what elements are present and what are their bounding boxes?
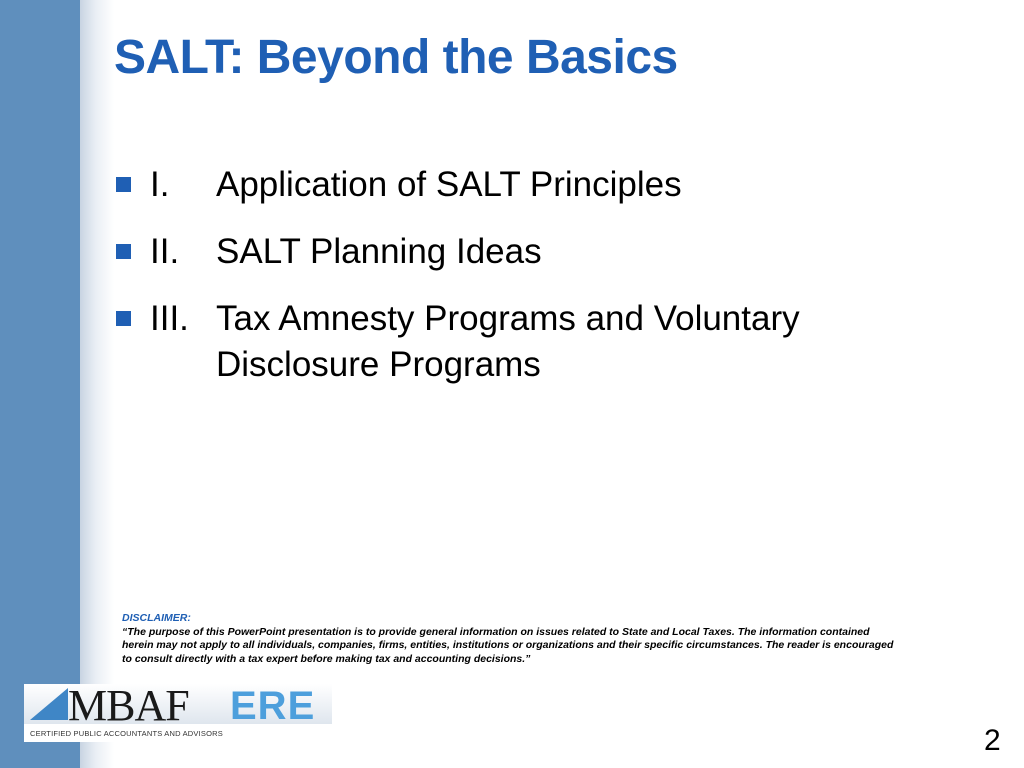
logo-suffix: ERE [230, 684, 316, 728]
bullet-number: I. [150, 165, 170, 204]
bullet-item-3 [114, 296, 914, 388]
disclaimer-text: “The purpose of this PowerPoint presentation is to provide general information on issues related to State and Local Taxes. The information contained herein may not apply to all individuals, companies, firms, entities, institutions or organizations and their specific circumstances. The reader is encouraged to consult directly with a tax expert before making tax and accounting decisions.” [122, 625, 894, 665]
sidebar-band [0, 0, 80, 768]
bullet-text: Tax Amnesty Programs and Voluntary Disclosure Programs [216, 299, 800, 384]
bullet-list [114, 162, 914, 409]
page-number: 2 [984, 724, 1001, 757]
disclaimer [122, 612, 902, 666]
sidebar-gradient [80, 0, 114, 768]
logo-tagline: CERTIFIED PUBLIC ACCOUNTANTS AND ADVISORS [30, 729, 223, 738]
logo-name: MBAF [68, 681, 189, 730]
disclaimer-heading: DISCLAIMER: [122, 612, 191, 624]
square-bullet-icon [116, 244, 131, 259]
bullet-number: III. [150, 299, 189, 338]
bullet-item-2 [114, 229, 914, 275]
logo-triangle-icon [30, 688, 68, 720]
bullet-text: SALT Planning Ideas [216, 232, 542, 271]
slide-title: SALT: Beyond the Basics [114, 31, 678, 84]
bullet-item-1 [114, 162, 914, 208]
square-bullet-icon [116, 311, 131, 326]
bullet-text: Application of SALT Principles [216, 165, 682, 204]
company-logo [24, 681, 332, 742]
bullet-number: II. [150, 232, 180, 271]
square-bullet-icon [116, 177, 131, 192]
